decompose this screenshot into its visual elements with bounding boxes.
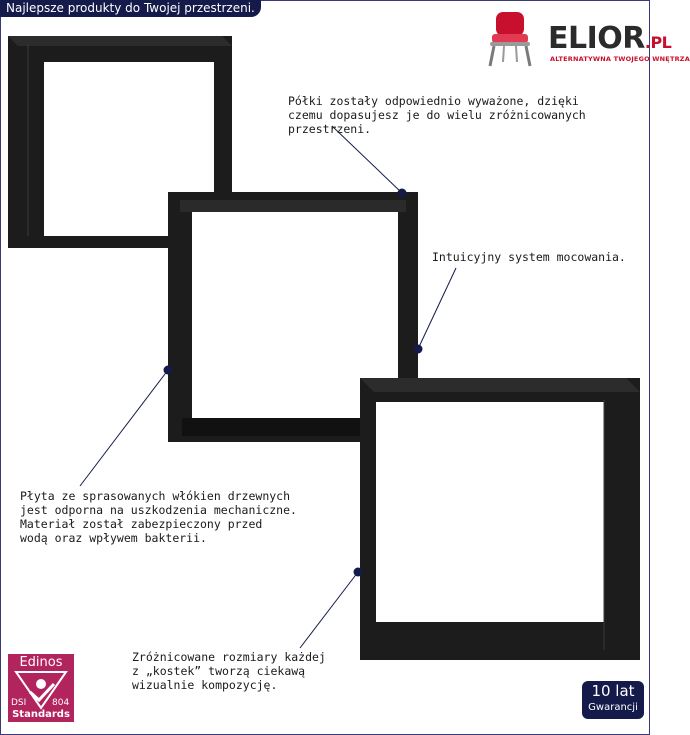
certificate-left: DSI bbox=[11, 698, 27, 708]
warranty-badge bbox=[582, 681, 644, 719]
warranty-label: Gwarancji bbox=[588, 702, 638, 713]
certificate-name: Edinos bbox=[19, 655, 63, 670]
marker-dot bbox=[354, 568, 363, 577]
shelf-cube-bottom-right bbox=[360, 378, 640, 660]
certificate-right: 804 bbox=[52, 698, 70, 708]
top-banner: Najlepsze produkty do Twojej przestrzeni. bbox=[0, 0, 261, 17]
certificate-label: Standards bbox=[12, 709, 70, 720]
annotation-sizes: Zróżnicowane rozmiary każdej z „kostek” tworzą ciekawą wizualnie kompozycję. bbox=[132, 650, 326, 692]
logo-tagline: ALTERNATYWNA TWOJEGO WNĘTRZA bbox=[550, 55, 690, 63]
annotation-balance: Półki zostały odpowiednio wyważone, dzięki czemu dopasujesz je do wielu zróżnicowanych przestrzeni. bbox=[288, 94, 586, 136]
warranty-years: 10 lat bbox=[591, 682, 635, 700]
marker-dot bbox=[164, 366, 173, 375]
edinos-certificate bbox=[8, 654, 74, 722]
annotation-material: Płyta ze sprasowanych włókien drzewnych jest odporna na uszkodzenia mechaniczne. Materiał został zabezpieczony przed wodą oraz wpływem bakterii. bbox=[20, 489, 297, 545]
marker-dot bbox=[414, 345, 423, 354]
annotation-mounting: Intuicyjny system mocowania. bbox=[432, 250, 626, 264]
marker-dot bbox=[398, 189, 407, 198]
logo-brand: ELIOR.PL bbox=[548, 21, 672, 56]
